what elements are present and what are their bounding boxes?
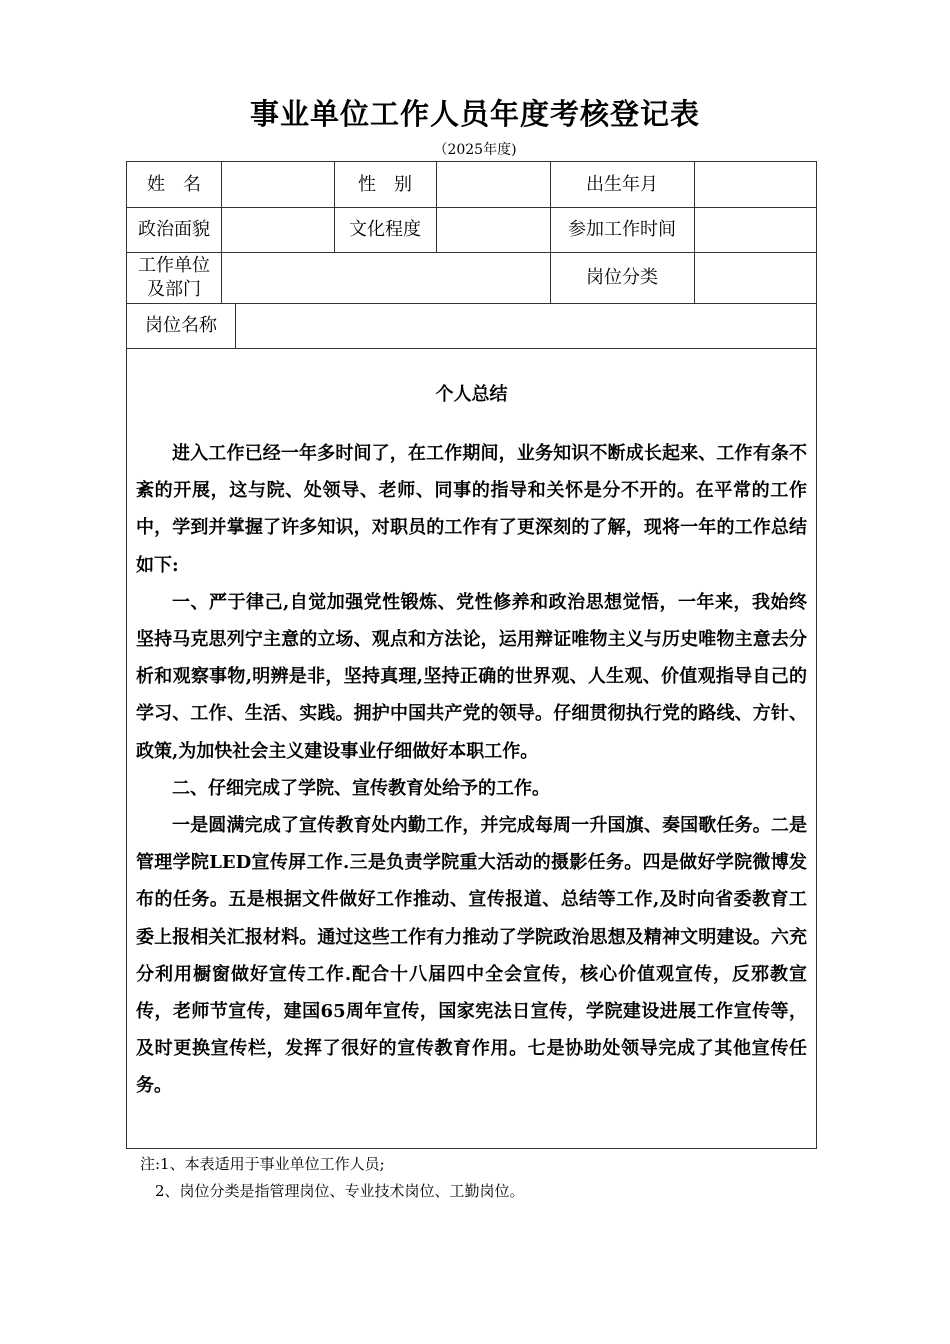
registration-form bbox=[126, 161, 817, 1149]
unit-field[interactable] bbox=[222, 253, 550, 303]
politics-field[interactable] bbox=[222, 208, 334, 252]
work-start-label: 参加工作时间 bbox=[568, 219, 676, 240]
summary-paragraph: 二、仔细完成了学院、宣传教育处给予的工作。 bbox=[172, 777, 550, 799]
birth-field[interactable] bbox=[695, 162, 816, 207]
birth-label: 出生年月 bbox=[586, 173, 658, 195]
summary-paragraph: 一是圆满完成了宣传教育处内勤工作，并完成每周一升国旗、奏国歌任务。二是管理学院LED宣传屏工作.三是负责学院重大活动的摄影任务。四是做好学院微博发布的任务。五是根据文件做好工作推动、宣传报道、总结等工作,及时向省委教育工委上报相关汇报材料。通过这些工作有力推动了学院政治思想及精神文明建设。六充分利用橱窗做好宣传工作.配合十八届四中全会宣传，核心价值观宣传，反邪教宣传，老师节宣传，建国65周年宣传，国家宪法日宣传，学院建设进展工作宣传等，及时更换宣传栏，发挥了很好的宣传教育作用。七是协助处领导完成了其他宣传任务。 bbox=[136, 815, 807, 1097]
post-name-label: 岗位名称 bbox=[145, 315, 217, 336]
year-label: （2025年度) bbox=[433, 142, 517, 158]
document-title: 事业单位工作人员年度考核登记表 bbox=[249, 97, 700, 131]
name-field[interactable] bbox=[222, 162, 334, 207]
name-label: 姓 名 bbox=[147, 173, 201, 195]
footnote: 注:1、本表适用于事业单位工作人员; bbox=[140, 1155, 385, 1173]
summary-paragraph: 一、严于律己,自觉加强党性锻炼、党性修养和政治思想觉悟，一年来，我始终坚持马克思列宁主意的立场、观点和方法论，运用辩证唯物主义与历史唯物主意去分析和观察事物,明辨是非，坚持真理,坚持正确的世界观、人生观、价值观指导自己的学习、工作、生活、实践。拥护中国共产党的领导。仔细贯彻执行党的路线、方针、政策,为加快社会主义建设事业仔细做好本职工作。 bbox=[136, 591, 807, 762]
post-category-label: 岗位分类 bbox=[586, 267, 658, 288]
unit-label: 工作单位及部门 bbox=[138, 255, 210, 300]
footnote: 2、岗位分类是指管理岗位、专业技术岗位、工勤岗位。 bbox=[140, 1182, 525, 1200]
education-label: 文化程度 bbox=[349, 219, 421, 240]
gender-field[interactable] bbox=[437, 162, 550, 207]
education-field[interactable] bbox=[437, 208, 550, 252]
post-name-field[interactable] bbox=[236, 304, 816, 348]
row-divider bbox=[127, 348, 816, 349]
footnotes bbox=[140, 1151, 525, 1205]
summary-body bbox=[136, 435, 807, 1105]
summary-heading: 个人总结 bbox=[435, 384, 508, 405]
summary-paragraph: 进入工作已经一年多时间了，在工作期间，业务知识不断成长起来、工作有条不紊的开展，这与院、处领导、老师、同事的指导和关怀是分不开的。在平常的工作中，学到并掌握了许多知识，对职员的工作有了更深刻的了解，现将一年的工作总结如下: bbox=[136, 443, 807, 576]
post-category-field[interactable] bbox=[695, 253, 816, 303]
politics-label: 政治面貌 bbox=[138, 219, 210, 240]
gender-label: 性 别 bbox=[358, 173, 412, 195]
work-start-field[interactable] bbox=[695, 208, 816, 252]
